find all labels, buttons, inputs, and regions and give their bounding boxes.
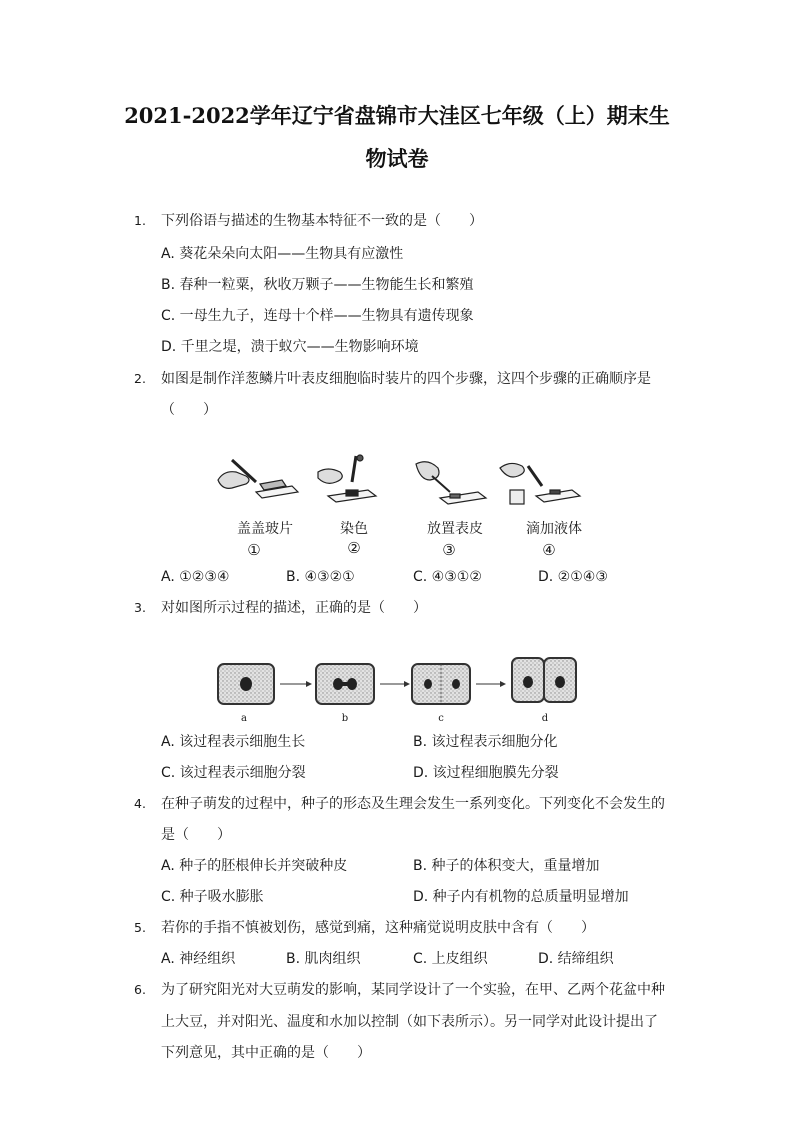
option-b: B. ④③②① [286,569,355,585]
arrow-head-icon [404,681,410,687]
question-stem-line2: （ ） [161,402,217,418]
cell-c [412,664,470,704]
step-4-illustration [500,463,580,504]
option-c: C. 种子吸水膨胀 [161,889,264,905]
question-number: 6. [134,982,146,997]
option-c: C. ④③①② [413,569,482,585]
cell-a [218,664,274,704]
option-a: A. 种子的胚根伸长并突破种皮 [161,858,348,874]
arrow-head-icon [306,681,312,687]
cell-division-figure [214,656,584,722]
figure-label-2: 染色 [340,521,368,537]
question-stem-line1: 在种子萌发的过程中，种子的形态及生理会发生一系列变化。下列变化不会发生的 [161,796,665,812]
figure-number-2: ② [347,539,361,557]
page-title-line1: 2021-2022学年辽宁省盘锦市大洼区七年级（上）期末生 [124,103,670,128]
option-d: D. ②①④③ [538,569,608,585]
option-a: A. 该过程表示细胞生长 [161,734,306,750]
question-number: 5. [134,920,146,935]
option-b: B. 种子的体积变大，重量增加 [413,858,600,874]
question-stem-line2: 是（ ） [161,827,231,843]
step-3-illustration [416,462,486,504]
option-d: D. 千里之堤，溃于蚁穴——生物影响环境 [161,339,419,355]
question-number: 3. [134,600,146,615]
figure-label-1: 盖盖玻片 [237,521,293,537]
option-a: A. ①②③④ [161,569,230,585]
question-stem-line1: 如图是制作洋葱鳞片叶表皮细胞临时装片的四个步骤，这四个步骤的正确顺序是 [161,371,651,387]
figure-number-1: ① [247,541,261,559]
option-d: D. 种子内有机物的总质量明显增加 [413,889,629,905]
option-c: C. 该过程表示细胞分裂 [161,765,306,781]
option-a: A. 葵花朵朵向太阳——生物具有应激性 [161,246,404,262]
question-stem-line1: 为了研究阳光对大豆萌发的影响，某同学设计了一个实验，在甲、乙两个花盆中种 [161,982,665,998]
question-number: 2. [134,371,146,386]
question-number: 1. [134,213,146,228]
cell-label-b: b [341,713,349,724]
question-stem-line3: 下列意见，其中正确的是（ ） [161,1045,371,1061]
question-stem: 对如图所示过程的描述，正确的是（ ） [161,600,427,616]
figure-label-3: 放置表皮 [427,521,483,537]
cell-b [316,664,374,704]
question-stem: 下列俗语与描述的生物基本特征不一致的是（ ） [161,213,483,229]
cell-label-c: c [438,713,444,724]
arrow-head-icon [500,681,506,687]
option-d: D. 该过程细胞膜先分裂 [413,765,559,781]
question-stem: 若你的手指不慎被划伤，感觉到痛，这种痛觉说明皮肤中含有（ ） [161,920,595,936]
cell-d [512,658,576,702]
option-b: B. 该过程表示细胞分化 [413,734,558,750]
cell-label-a: a [241,713,247,724]
question-number: 4. [134,796,146,811]
option-d: D. 结缔组织 [538,951,614,967]
figure-number-4: ④ [542,541,556,559]
cell-label-d: d [541,713,549,724]
option-c: C. 上皮组织 [413,951,488,967]
slide-preparation-figure [210,452,580,512]
step-1-illustration [218,460,298,498]
option-b: B. 春种一粒粟，秋收万颗子——生物能生长和繁殖 [161,277,474,293]
option-a: A. 神经组织 [161,951,236,967]
option-c: C. 一母生九子，连母十个样——生物具有遗传现象 [161,308,474,324]
option-b: B. 肌肉组织 [286,951,361,967]
figure-label-4: 滴加液体 [526,521,582,537]
question-stem-line2: 上大豆，并对阳光、温度和水加以控制（如下表所示）。另一同学对此设计提出了 [161,1014,658,1030]
figure-number-3: ③ [442,541,456,559]
page-title-line2: 物试卷 [365,146,429,171]
step-2-illustration [318,455,376,502]
